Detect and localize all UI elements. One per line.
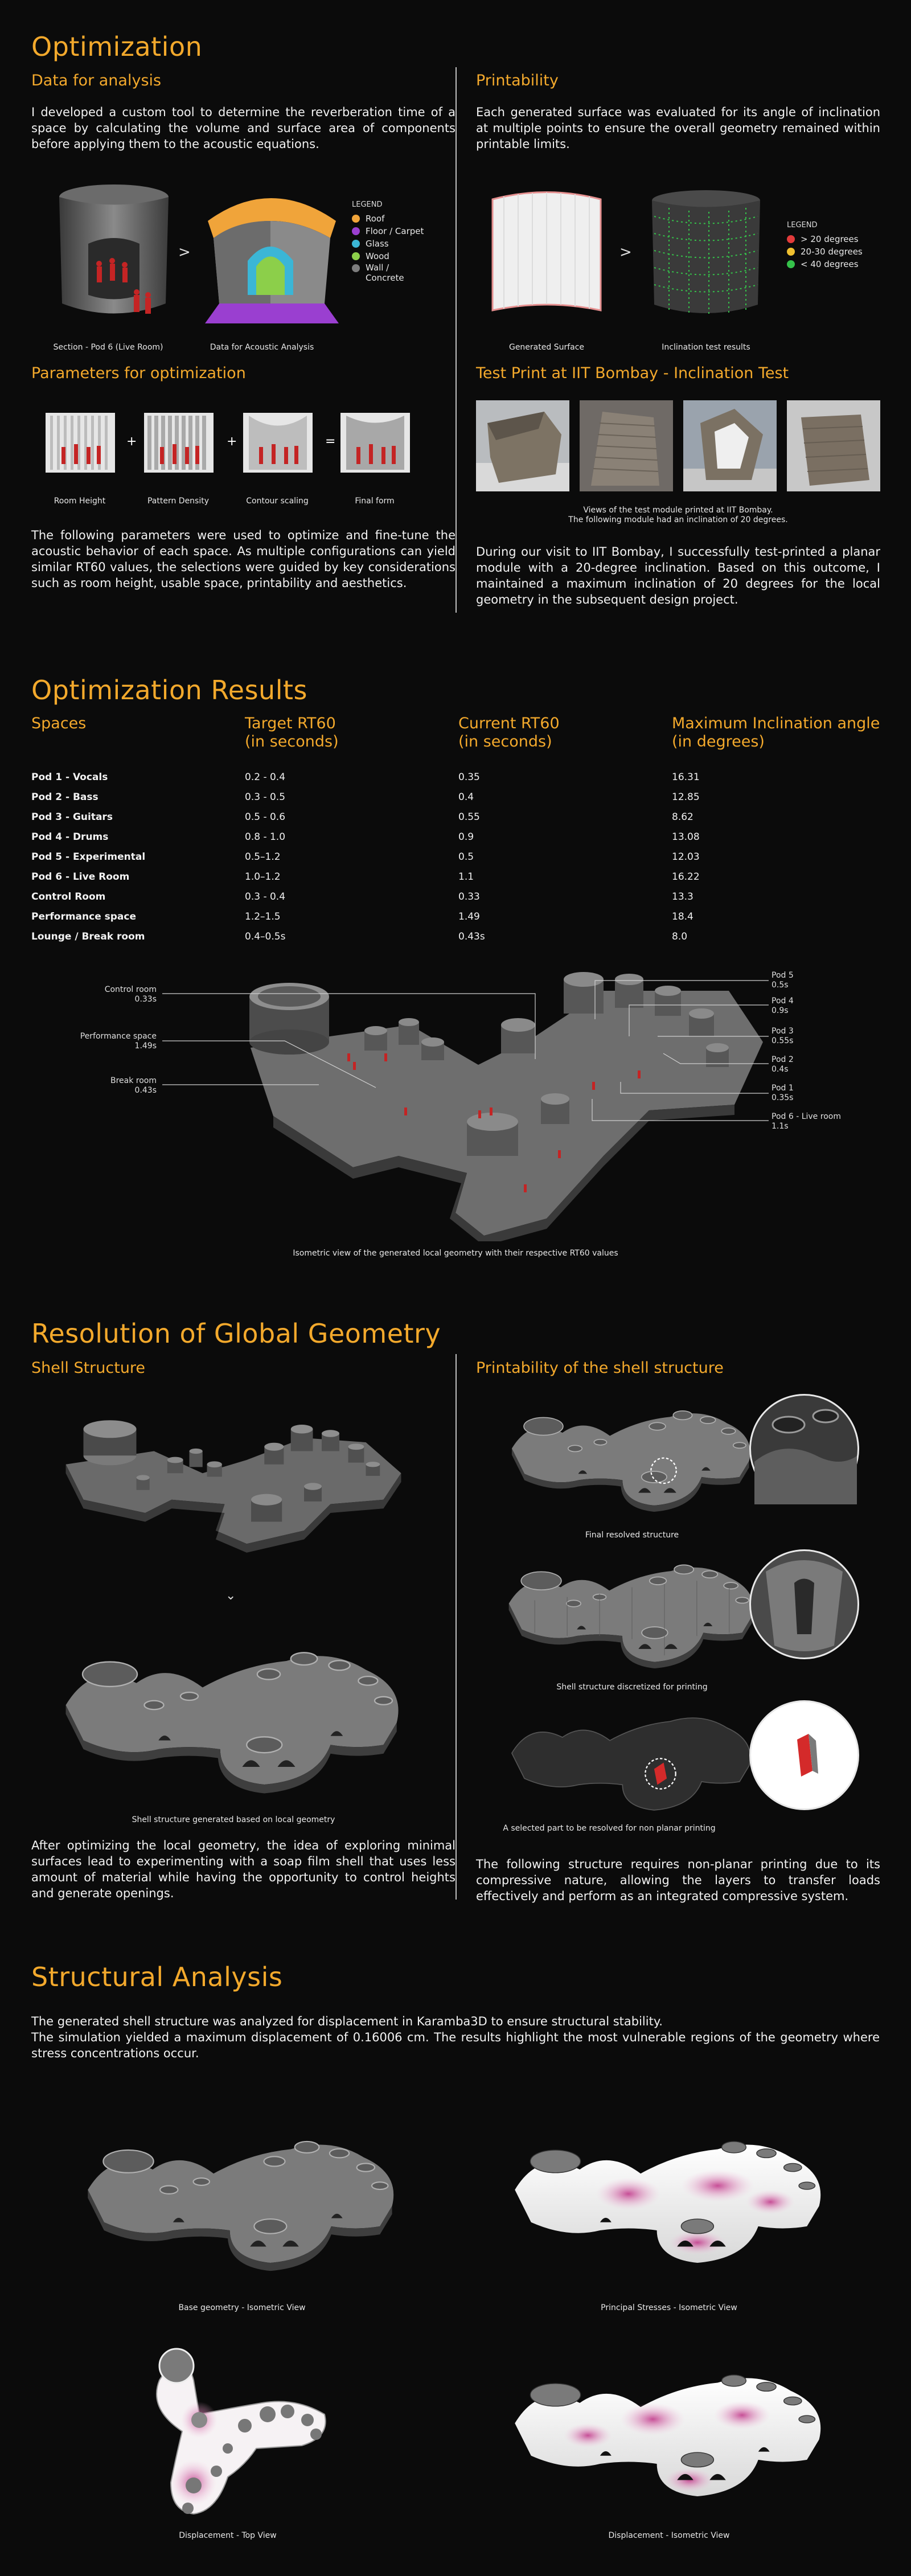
base-geometry-render [80,2101,404,2295]
table-cell: 0.2 - 0.4 [245,771,286,783]
test-print-caption-line: The following module had an inclination of 20 degrees. [568,515,788,524]
selected-part-render [501,1703,763,1816]
table-cell: 1.0–1.2 [245,871,281,883]
section-pod-image [54,181,174,329]
param-label: Contour scaling [246,497,309,506]
base-geometry-caption: Base geometry - Isometric View [178,2303,306,2312]
section-pod-caption: Section - Pod 6 (Live Room) [53,343,163,352]
space-name-cell: Lounge / Break room [31,930,145,942]
shell-printability-text: The following structure requires non-planar printing due to its compressive nature, allowing the layers to transfer loads effectively and perform as an integrated compressive system. [476,1857,880,1903]
legend-label: Glass [366,239,389,249]
results-title: Optimization Results [31,675,307,705]
legend-item [352,250,424,262]
structural-text-1: The generated shell structure was analyzed for displacement in Karamba3D to ensure structural stability. [31,2015,663,2028]
parameters-text: The following parameters were used to optimize and fine-tune the acoustic behavior of each space. As multiple configurations can yield similar RT60 values, the selections were guided by key considerations such as room height, usable space, printability and aesthetics. [31,528,456,590]
table-cell: 8.0 [672,930,688,942]
table-cell: 0.8 - 1.0 [245,831,286,843]
table-cell: 12.85 [672,791,700,803]
legend-item [787,233,863,245]
arrow-right-icon: > [178,244,191,261]
shell-structure-caption: Shell structure generated based on local geometry [132,1815,335,1824]
detail-circle [749,1393,860,1504]
shell-structure-render [57,1623,410,1805]
legend-swatch [787,235,795,243]
data-analysis-text: I developed a custom tool to determine the reverberation time of a space by calculating the volume and surface area of components before applying them to the acoustic equations. [31,105,456,151]
shell-text: After optimizing the local geometry, the idea of exploring minimal surfaces lead to experimenting with a soap film shell that uses less amount of material while having the opportunity to control heights and generate openings. [31,1839,456,1900]
displacement-isometric-caption: Displacement - Isometric View [608,2531,730,2540]
test-print-text: During our visit to IIT Bombay, I successfully test-printed a planar module with a 20-degree inclination. Based on this outcome, I maintained a maximum inclination of 20 degrees for the local geometry in the subsequent design project. [476,545,880,606]
final-resolved-caption: Final resolved structure [585,1531,679,1540]
discretized-caption: Shell structure discretized for printing [556,1683,708,1692]
table-row [31,807,885,827]
table-cell: 0.4 [458,791,474,803]
legend-title: LEGEND [352,200,383,209]
plus-operator: + [227,434,237,449]
inclination-legend [787,221,863,270]
table-cell: 13.08 [672,831,700,843]
table-row [31,887,885,906]
table-row [31,867,885,887]
displacement-top-caption: Displacement - Top View [179,2531,277,2540]
local-geometry-render [57,1395,410,1560]
column-divider [456,67,457,613]
table-cell: 1.1 [458,871,474,883]
param-label: Final form [355,497,395,506]
table-cell: 0.4–0.5s [245,930,286,942]
label-name: Pod 1 [772,1084,794,1093]
global-title: Resolution of Global Geometry [31,1318,441,1349]
label-name: Pod 2 [772,1055,794,1064]
legend-label: Roof [366,214,385,224]
param-label: Pattern Density [147,497,210,506]
legend-swatch [787,260,795,268]
shell-printability-heading: Printability of the shell structure [476,1359,724,1377]
label-name: Control room [104,985,157,994]
label-name: Pod 4 [772,996,794,1006]
col-header-target: Target RT60 (in seconds) [245,715,339,750]
structural-text-2: The simulation yielded a maximum displacement of 0.16006 cm. The results highlight the most vulnerable regions of the geometry where stress concentrations occur. [31,2031,880,2060]
label-value: 0.35s [772,1093,794,1102]
space-name-cell: Pod 6 - Live Room [31,871,130,883]
data-analysis-heading: Data for analysis [31,72,162,89]
table-cell: 0.5–1.2 [245,851,281,863]
table-cell: 0.3 - 0.4 [245,891,286,903]
printability-heading: Printability [476,72,559,89]
legend-swatch [352,240,360,248]
label-value: 0.9s [772,1006,789,1015]
label-pod [772,1112,868,1131]
space-name-cell: Pod 5 - Experimental [31,851,146,863]
chevron-down-icon: ⌄ [225,1589,236,1603]
label-performance-space [57,1032,157,1051]
space-name-cell: Pod 1 - Vocals [31,771,108,783]
equals-operator: = [325,434,336,449]
label-name: Break room [110,1076,157,1085]
label-value: 0.5s [772,981,789,990]
param-label: Room Height [54,497,106,506]
inclination-results-image [646,188,766,325]
table-cell: 0.35 [458,771,480,783]
detail-circle [749,1549,860,1660]
legend-swatch [352,215,360,223]
shell-heading: Shell Structure [31,1359,146,1377]
legend-title: LEGEND [787,221,818,229]
label-pod [772,1055,868,1074]
table-cell: 1.49 [458,910,480,922]
legend-item [352,262,415,283]
table-cell: 18.4 [672,910,693,922]
displacement-top-render [114,2340,342,2522]
table-row [31,827,885,847]
local-geometry-caption: Isometric view of the generated local geometry with their respective RT60 values [293,1249,618,1258]
rt60-table [31,715,885,946]
table-header-row [31,715,885,767]
legend-label: > 20 degrees [801,234,859,244]
legend-label: Floor / Carpet [366,226,424,236]
principal-stresses-render [507,2101,831,2295]
label-value: 0.43s [134,1086,157,1095]
table-cell: 0.5 - 0.6 [245,811,286,823]
legend-label: Wall / Concrete [366,262,404,283]
legend-label: < 40 degrees [801,259,859,269]
label-name: Pod 5 [772,971,794,980]
col-header-inclination: Maximum Inclination angle (in degrees) [672,715,880,750]
test-print-caption-line: Views of the test module printed at IIT Bombay. [583,506,773,515]
displacement-isometric-render [507,2335,831,2528]
col-header-current: Current RT60 (in seconds) [458,715,560,750]
plus-operator: + [126,434,137,449]
space-name-cell: Pod 3 - Guitars [31,811,113,823]
acoustic-data-caption: Data for Acoustic Analysis [210,343,314,352]
table-cell: 0.3 - 0.5 [245,791,286,803]
label-name: Pod 6 - Live room [772,1112,841,1121]
table-row [31,787,885,807]
label-control-room [68,985,157,1004]
table-cell: 0.5 [458,851,474,863]
legend-swatch [352,252,360,260]
column-divider [456,1354,457,1900]
selected-part-caption: A selected part to be resolved for non planar printing [503,1824,716,1833]
table-cell: 0.33 [458,891,480,903]
label-value: 0.33s [134,995,157,1004]
label-name: Pod 3 [772,1027,794,1036]
table-cell: 8.62 [672,811,693,823]
printability-text: Each generated surface was evaluated for its angle of inclination at multiple points to ensure the overall geometry remained within printable limits. [476,105,880,151]
table-row [31,847,885,867]
principal-stresses-caption: Principal Stresses - Isometric View [601,2303,737,2312]
label-value: 1.49s [134,1041,157,1051]
label-pod [772,971,868,990]
table-cell: 0.55 [458,811,480,823]
table-cell: 0.9 [458,831,474,843]
legend-swatch [352,264,360,272]
legend-item [352,212,424,225]
legend-label: 20-30 degrees [801,247,863,257]
table-cell: 16.22 [672,871,700,883]
table-cell: 13.3 [672,891,693,903]
space-name-cell: Performance space [31,910,137,922]
generated-surface-image [487,188,606,325]
space-name-cell: Control Room [31,891,106,903]
final-resolved-render [501,1398,763,1512]
acoustic-data-image [202,181,342,329]
inclination-results-caption: Inclination test results [662,343,750,352]
optimization-title: Optimization [31,31,203,62]
legend-item [787,258,863,270]
arrow-right-icon: > [619,244,632,261]
table-cell: 1.2–1.5 [245,910,281,922]
label-value: 0.55s [772,1036,794,1045]
label-value: 1.1s [772,1122,789,1131]
thumb-room-height [46,413,115,473]
table-row [31,926,885,946]
legend-swatch [787,248,795,256]
legend-label: Wood [366,251,389,261]
acoustic-legend [352,200,424,283]
space-name-cell: Pod 4 - Drums [31,831,109,843]
table-cell: 16.31 [672,771,700,783]
label-break-room [68,1076,157,1096]
label-value: 0.4s [772,1065,789,1074]
table-row [31,906,885,926]
table-cell: 0.43s [458,930,485,942]
test-print-caption [476,506,880,525]
test-print-photos [476,400,880,491]
generated-surface-caption: Generated Surface [508,343,585,352]
structural-title: Structural Analysis [31,1962,283,1992]
label-pod [772,1084,868,1103]
test-print-heading: Test Print at IIT Bombay - Inclination Test [476,364,789,382]
parameters-heading: Parameters for optimization [31,364,246,382]
table-row [31,767,885,787]
discretized-render [501,1552,763,1668]
label-name: Performance space [80,1032,157,1041]
legend-swatch [352,227,360,235]
label-pod [772,1027,868,1046]
label-pod [772,996,868,1016]
legend-item [352,225,424,237]
table-cell: 12.03 [672,851,700,863]
legend-item [787,245,863,258]
legend-item [352,237,424,250]
space-name-cell: Pod 2 - Bass [31,791,99,803]
detail-circle [749,1700,860,1811]
col-header-spaces: Spaces [31,715,87,732]
